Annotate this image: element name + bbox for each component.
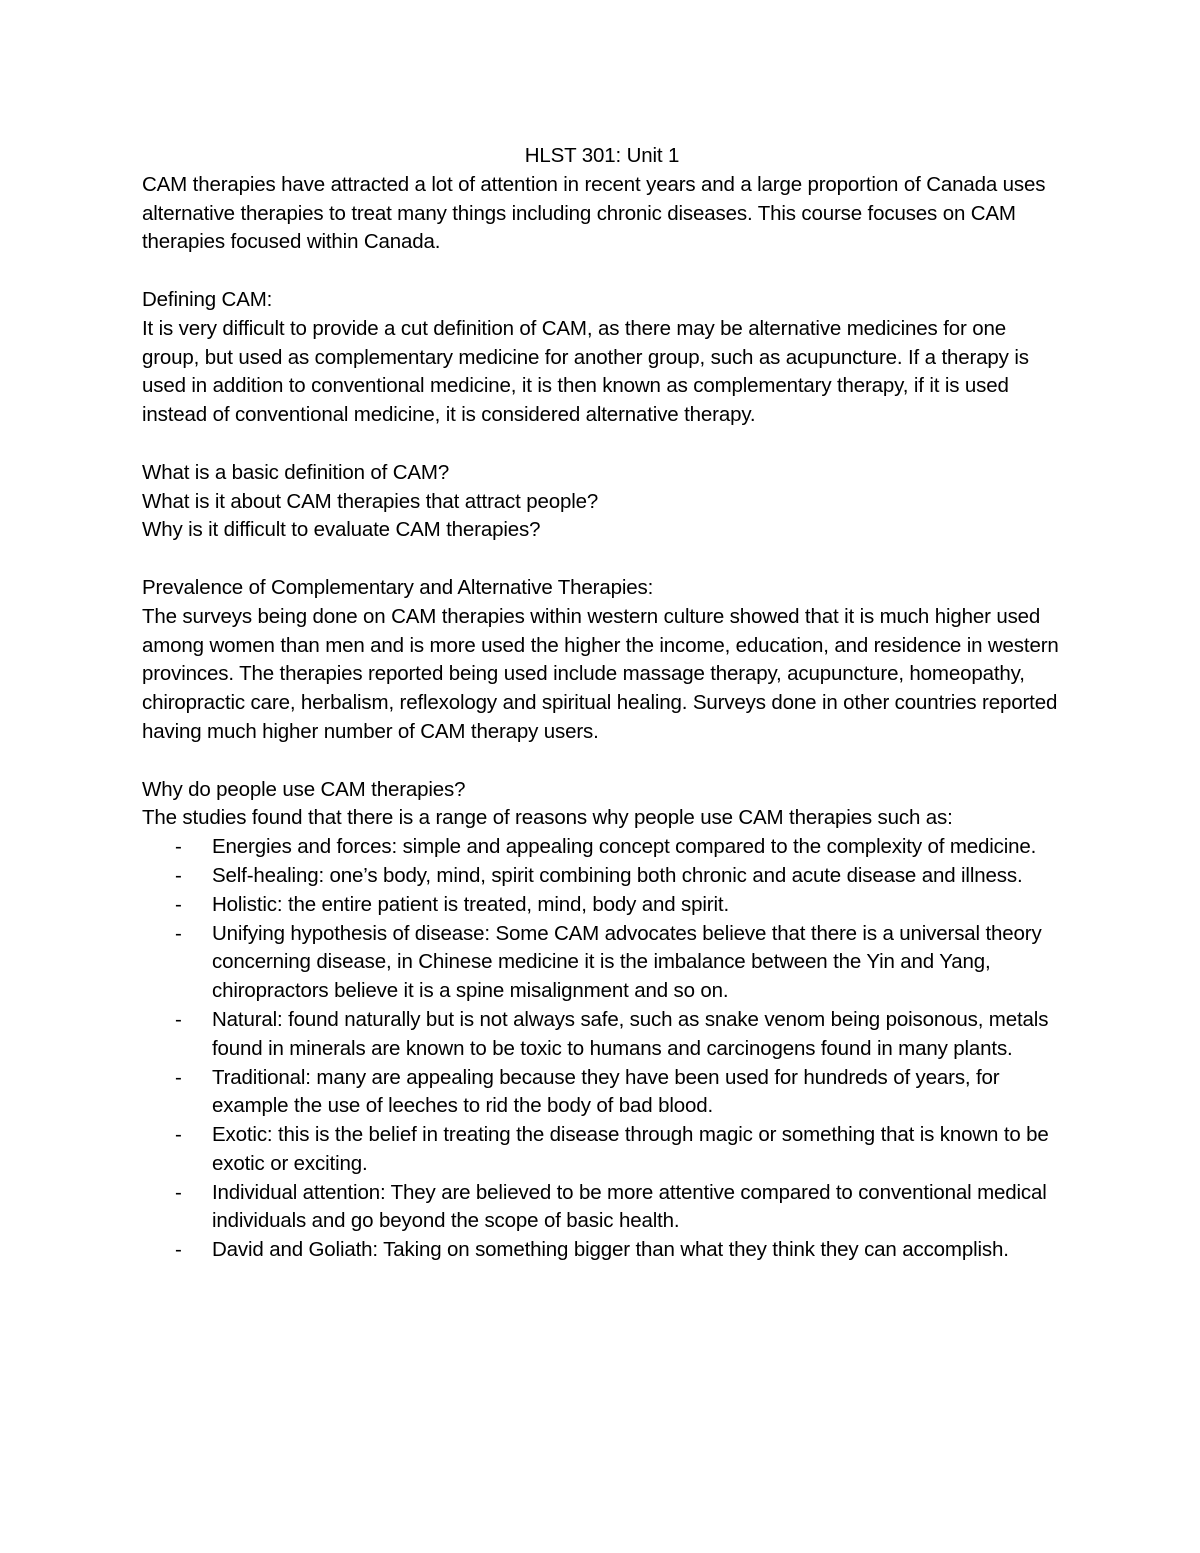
bullet-dash: - (175, 892, 182, 916)
why-use-lead: The studies found that there is a range of reasons why people use CAM therapies such as: (142, 806, 953, 830)
list-item (142, 1236, 1062, 1265)
reasons-list (142, 833, 1062, 1265)
reason-text: Traditional: many are appealing because they have been used for hundreds of years, for example the use of leeches to rid the body of bad blood. (212, 1065, 1000, 1118)
list-item (142, 891, 1062, 920)
document-body (142, 142, 1062, 1265)
bullet-dash: - (175, 1007, 182, 1031)
bullet-dash: - (175, 921, 182, 945)
intro-paragraph: CAM therapies have attracted a lot of attention in recent years and a large proportion of Canada uses alternative therapies to treat many things including chronic diseases. This course focuses on CAM therapies focused within Canada. (142, 172, 1046, 254)
prevalence-paragraph: The surveys being done on CAM therapies within western culture showed that it is much higher used among women than men and is more used the higher the income, education, and residence in western provinces. The therapies reported being used include massage therapy, acupuncture, homeopathy, chiropractic care, herbalism, reflexology and spiritual healing. Surveys done in other countries reported having much higher number of CAM therapy users. (142, 604, 1059, 743)
paragraph-gap (142, 545, 1062, 574)
question-3: Why is it difficult to evaluate CAM therapies? (142, 518, 541, 542)
bullet-dash: - (175, 863, 182, 887)
bullet-dash: - (175, 1123, 182, 1147)
list-item (142, 1064, 1062, 1122)
list-item (142, 833, 1062, 862)
reason-text: David and Goliath: Taking on something bigger than what they think they can accomplish. (212, 1238, 1009, 1262)
bullet-dash: - (175, 835, 182, 859)
paragraph-gap (142, 257, 1062, 286)
defining-paragraph: It is very difficult to provide a cut definition of CAM, as there may be alternative medicines for one group, but used as complementary medicine for another group, such as acupuncture. If a therapy is used in addition to conventional medicine, it is then known as complementary therapy, if it is used instead of conventional medicine, it is considered alternative therapy. (142, 316, 1029, 427)
list-item (142, 1006, 1062, 1064)
list-item (142, 920, 1062, 1006)
reason-text: Energies and forces: simple and appealing concept compared to the complexity of medicine. (212, 835, 1037, 859)
reason-text: Unifying hypothesis of disease: Some CAM advocates believe that there is a universal theory concerning disease, in Chinese medicine it is the imbalance between the Yin and Yang, chiropractors believe it is a spine misalignment and so on. (212, 921, 1042, 1003)
question-1: What is a basic definition of CAM? (142, 460, 450, 484)
bullet-dash: - (175, 1238, 182, 1262)
list-item (142, 1121, 1062, 1179)
page-title: HLST 301: Unit 1 (524, 144, 680, 167)
reason-text: Natural: found naturally but is not always safe, such as snake venom being poisonous, metals found in minerals are known to be toxic to humans and carcinogens found in many plants. (212, 1007, 1049, 1060)
reason-text: Self-healing: one’s body, mind, spirit combining both chronic and acute disease and illness. (212, 863, 1023, 887)
bullet-dash: - (175, 1180, 182, 1204)
paragraph-gap (142, 430, 1062, 459)
reason-text: Exotic: this is the belief in treating the disease through magic or something that is known to be exotic or exciting. (212, 1123, 1049, 1175)
why-use-heading: Why do people use CAM therapies? (142, 777, 466, 801)
question-2: What is it about CAM therapies that attract people? (142, 489, 599, 513)
reason-text: Holistic: the entire patient is treated, mind, body and spirit. (212, 892, 729, 916)
list-item (142, 862, 1062, 891)
reason-text: Individual attention: They are believed to be more attentive compared to conventional medical individuals and go beyond the scope of basic health. (212, 1180, 1047, 1233)
paragraph-gap (142, 747, 1062, 776)
defining-heading: Defining CAM: (142, 287, 273, 311)
list-item (142, 1179, 1062, 1237)
prevalence-heading: Prevalence of Complementary and Alternative Therapies: (142, 575, 654, 599)
bullet-dash: - (175, 1065, 182, 1089)
